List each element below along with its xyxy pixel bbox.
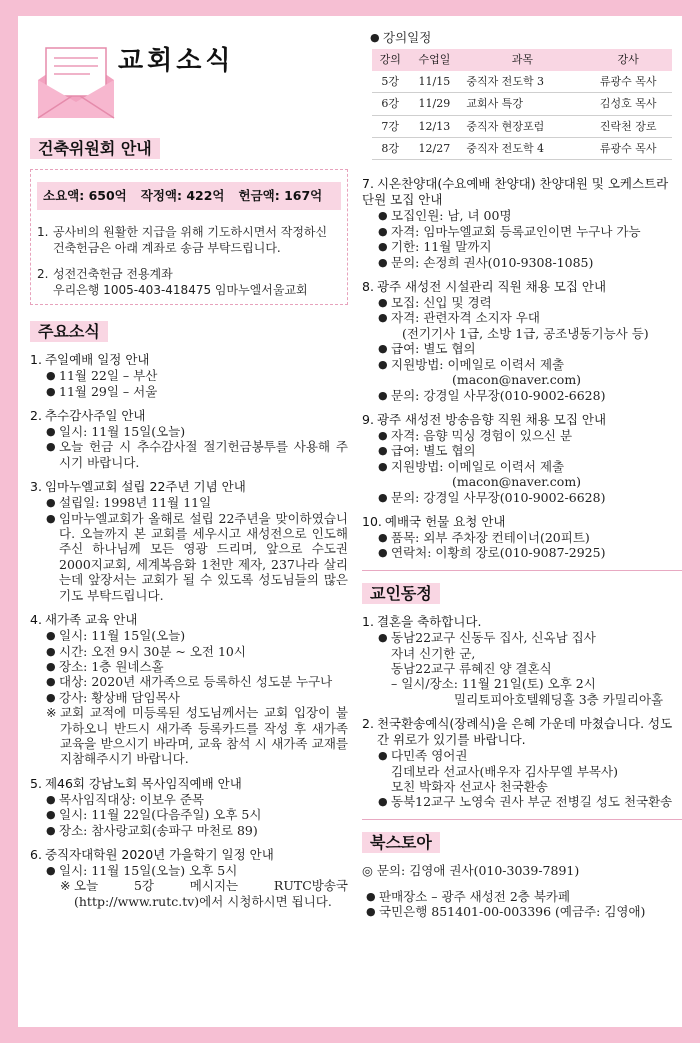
- list-item: ● 자격: 관련자격 소지자 우대: [378, 310, 540, 326]
- list-item: ● 오늘 헌금 시 추수감사절 절기헌금봉투를 사용해 주시기 바랍니다.: [46, 439, 348, 470]
- left-column: [30, 30, 348, 918]
- list-item: ● 장소: 참사랑교회(송파구 마천로 89): [46, 822, 258, 838]
- bank-account: 우리은행 1005-403-418475 임마누엘서울교회: [53, 282, 308, 297]
- divider: [362, 819, 682, 820]
- list-item: ● 동북12교구 노영숙 권사 부군 전병길 성도 천국환송: [378, 794, 673, 810]
- news-item-5: 5. 제46회 강남노회 목사임직예배 안내 ● 목사임직대상: 이보우 준목 ● 일시: 11월 22일(다음주일) 오후 5시 ● 장소: 참사랑교회(송파구 마천로 89): [30, 776, 348, 838]
- list-item: ● 국민은행 851401-00-003396 (예금주: 김영애): [366, 904, 646, 920]
- list-item: ● 목사임직대상: 이보우 준목: [46, 791, 204, 807]
- lecture-schedule-table: [372, 49, 672, 160]
- member-item-1: 1. 결혼을 축하합니다. ● 동남22교구 신동두 집사, 신옥남 집사 자녀 신기한 군, 동남22교구 류혜진 양 결혼식 – 일시/장소: 11월 21일(토) 오후 2시 밀리토피아호텔웨딩홀 3층 카밀리아홀: [362, 614, 682, 707]
- divider: [362, 570, 682, 571]
- table-row: 7강 12/13 중직자 현장포럼 진락천 장로: [372, 115, 672, 137]
- main-news-title: 주요소식: [30, 321, 108, 342]
- table-row: 8강 12/27 중직자 전도학 4 류광수 목사: [372, 138, 672, 160]
- list-item: ● 지원방법: 이메일로 이력서 제출: [378, 356, 565, 372]
- news-item-7: 7. 시온찬양대(수요예배 찬양대) 찬양대원 및 오케스트라 단원 모집 안내 ● 모집인원: 남, 녀 00명 ● 자격: 임마누엘교회 등록교인이면 누구나 가능 ● 기한: 11월 말까지 ● 문의: 손정희 권사(010-9308-1085): [362, 176, 682, 270]
- building-item-1: 1. 공사비의 원활한 지급을 위해 기도하시면서 작정하신 건축헌금은 아래 계좌로 송금 부탁드립니다.: [37, 224, 328, 255]
- list-item: ● 품목: 외부 주차장 컨테이너(20피트): [378, 529, 590, 545]
- note: ※ 오늘 5강 메시지는 RUTC방송국 (http://www.rutc.tv)에서 시청하시면 됩니다.: [60, 878, 348, 909]
- list-item: ● 일시: 11월 15일(오늘) 오후 5시: [46, 862, 238, 878]
- note: ※ 교회 교적에 미등록된 성도님께서는 교회 입장이 불가하오니 반드시 새가족 등록카드를 작성 후 새가족 교육을 받으시기 바라며, 교육 참석 시 새가족 교재를 지참해주시기 바랍니다.: [46, 705, 348, 767]
- list-item: ● 임마누엘교회가 올해로 설립 22주년을 맞이하였습니다. 오늘까지 본 교회를 세우시고 새성전으로 인도해 주신 하나님께 모든 영광 드리며, 앞으로 수도권 2000지교회, 세계복음화 1천만 제자, 237나라 살리는데 앞장서는 교회가 될 수 있도록 성도님들의 많은 기도 부탁드립니다.: [46, 510, 348, 603]
- right-column: [362, 30, 682, 919]
- amount-bar: [37, 182, 341, 209]
- table-row: 6강 11/29 교회사 특강 김성호 목사: [372, 93, 672, 115]
- list-item: ● 문의: 손정희 권사(010-9308-1085): [378, 254, 594, 270]
- list-item: ● 동남22교구 신동두 집사, 신옥남 집사: [378, 630, 596, 646]
- list-item: ● 연락처: 이황희 장로(010-9087-2925): [378, 545, 606, 561]
- list-item: ● 일시: 11월 15일(오늘): [46, 628, 186, 644]
- required-amount: 소요액: 650억: [43, 188, 127, 204]
- list-item: ● 시간: 오전 9시 30분 ~ 오전 10시: [46, 643, 246, 659]
- pledged-amount: 작정액: 422억: [140, 188, 225, 204]
- news-item-4: 4. 새가족 교육 안내 ● 일시: 11월 15일(오늘) ● 시간: 오전 9시 30분 ~ 오전 10시 ● 장소: 1층 원네스홀 ● 대상: 2020년 새가족으로 등록하신 성도분 누구나 ● 강사: 황상배 담임목사 ※ 교회 교적에 미등록된 성도님께서는 교회 입장이 불가하오니 반드시 새가족 등록카드를 작성 후 새가족 교육을 받으시기 바라며, 교육 참석 시 새가족 교재를 지참해주시기 바랍니다.: [30, 612, 348, 767]
- list-item: ● 강사: 황상배 담임목사: [46, 689, 180, 705]
- list-item: ● 일시: 11월 15일(오늘): [46, 424, 186, 440]
- member-news-title: 교인동정: [362, 583, 440, 604]
- list-item: ● 판매장소 – 광주 새성전 2층 북카페: [366, 888, 571, 904]
- list-item: ● 11월 29일 – 서울: [46, 383, 158, 399]
- news-item-6: 6. 중직자대학원 2020년 가을학기 일정 안내 ● 일시: 11월 15일(오늘) 오후 5시 ※ 오늘 5강 메시지는 RUTC방송국 (http://www.rutc.tv)에서 시청하시면 됩니다.: [30, 846, 348, 909]
- list-item: ● 11월 22일 – 부산: [46, 368, 158, 384]
- header: [30, 30, 348, 138]
- news-item-1: 1. 주일예배 일정 안내 ● 11월 22일 – 부산 ● 11월 29일 – 서울: [30, 352, 348, 399]
- list-item: ● 모집인원: 남, 녀 00명: [378, 208, 512, 224]
- table-header-row: 강의 수업일 과목 강사: [372, 49, 672, 70]
- list-item: ● 다민족 영어권: [378, 748, 468, 764]
- offered-amount: 헌금액: 167억: [238, 188, 323, 204]
- news-item-2: 2. 추수감사주일 안내 ● 일시: 11월 15일(오늘) ● 오늘 헌금 시 추수감사절 절기헌금봉투를 사용해 주시기 바랍니다.: [30, 408, 348, 470]
- bookstore-inquiry: ◎ 문의: 김영애 권사(010-3039-7891): [362, 863, 580, 879]
- news-item-10: 10. 예배국 헌물 요청 안내 ● 품목: 외부 주차장 컨테이너(20피트) ● 연락처: 이황희 장로(010-9087-2925): [362, 514, 682, 561]
- list-item: ● 자격: 음향 믹싱 경험이 있으신 분: [378, 427, 573, 443]
- list-item: ● 급여: 별도 협의: [378, 443, 476, 459]
- list-item: ● 문의: 강경일 사무장(010-9002-6628): [378, 489, 606, 505]
- list-item: ● 문의: 강경일 사무장(010-9002-6628): [378, 387, 606, 403]
- list-item: ● 장소: 1층 원네스홀: [46, 658, 164, 674]
- member-item-2: 2. 천국환송예식(장례식)을 은혜 가운데 마쳤습니다. 성도간 위로가 있기를 바랍니다. ● 다민족 영어권 김데보라 선교사(배우자 김사무엘 부목사) 모친 박화자 선교사 천국환송 ● 동북12교구 노영숙 권사 부군 전병길 성도 천국환송: [362, 716, 682, 810]
- schedule-label: ● 강의일정: [370, 30, 432, 45]
- list-item: ● 일시: 11월 22일(다음주일) 오후 5시: [46, 807, 262, 823]
- table-row: 5강 11/15 중직자 전도학 3 류광수 목사: [372, 71, 672, 93]
- building-committee-title: 건축위원회 안내: [30, 138, 160, 159]
- news-item-3: 3. 임마누엘교회 설립 22주년 기념 안내 ● 설립일: 1998년 11월 11일 ● 임마누엘교회가 올해로 설립 22주년을 맞이하였습니다. 오늘까지 본 교회를 세우시고 새성전으로 인도해 주신 하나님께 모든 영광 드리며, 앞으로 수도권 2000지교회, 세계복음화 1천만 제자, 237나라 살리는데 앞장서는 교회가 될 수 있도록 성도님들의 많은 기도 부탁드립니다.: [30, 479, 348, 603]
- header-title: 교회소식: [118, 46, 235, 76]
- building-info-box: [30, 169, 348, 304]
- list-item: ● 급여: 별도 협의: [378, 341, 476, 357]
- list-item: ● 기한: 11월 말까지: [378, 239, 492, 255]
- news-item-9: 9. 광주 새성전 방송음향 직원 채용 모집 안내 ● 자격: 음향 믹싱 경험이 있으신 분 ● 급여: 별도 협의 ● 지원방법: 이메일로 이력서 제출 (macon@naver.com) ● 문의: 강경일 사무장(010-9002-6628): [362, 412, 682, 505]
- list-item: ● 자격: 임마누엘교회 등록교인이면 누구나 가능: [378, 223, 641, 239]
- envelope-icon: [32, 40, 120, 122]
- bookstore-title: 북스토아: [362, 832, 440, 853]
- list-item: ● 설립일: 1998년 11월 11일: [46, 495, 212, 511]
- list-item: ● 지원방법: 이메일로 이력서 제출: [378, 458, 565, 474]
- list-item: ● 모집: 신입 및 경력: [378, 295, 492, 311]
- list-item: ● 대상: 2020년 새가족으로 등록하신 성도분 누구나: [46, 674, 333, 690]
- building-item-2: 2. 성전건축헌금 전용계좌 우리은행 1005-403-418475 임마누엘서울교회: [37, 266, 308, 297]
- news-item-8: 8. 광주 새성전 시설관리 직원 채용 모집 안내 ● 모집: 신입 및 경력 ● 자격: 관련자격 소지자 우대 (전기기사 1급, 소방 1급, 공조냉동기능사 등) ● 급여: 별도 협의 ● 지원방법: 이메일로 이력서 제출 (macon@naver.com) ● 문의: 강경일 사무장(010-9002-6628): [362, 279, 682, 403]
